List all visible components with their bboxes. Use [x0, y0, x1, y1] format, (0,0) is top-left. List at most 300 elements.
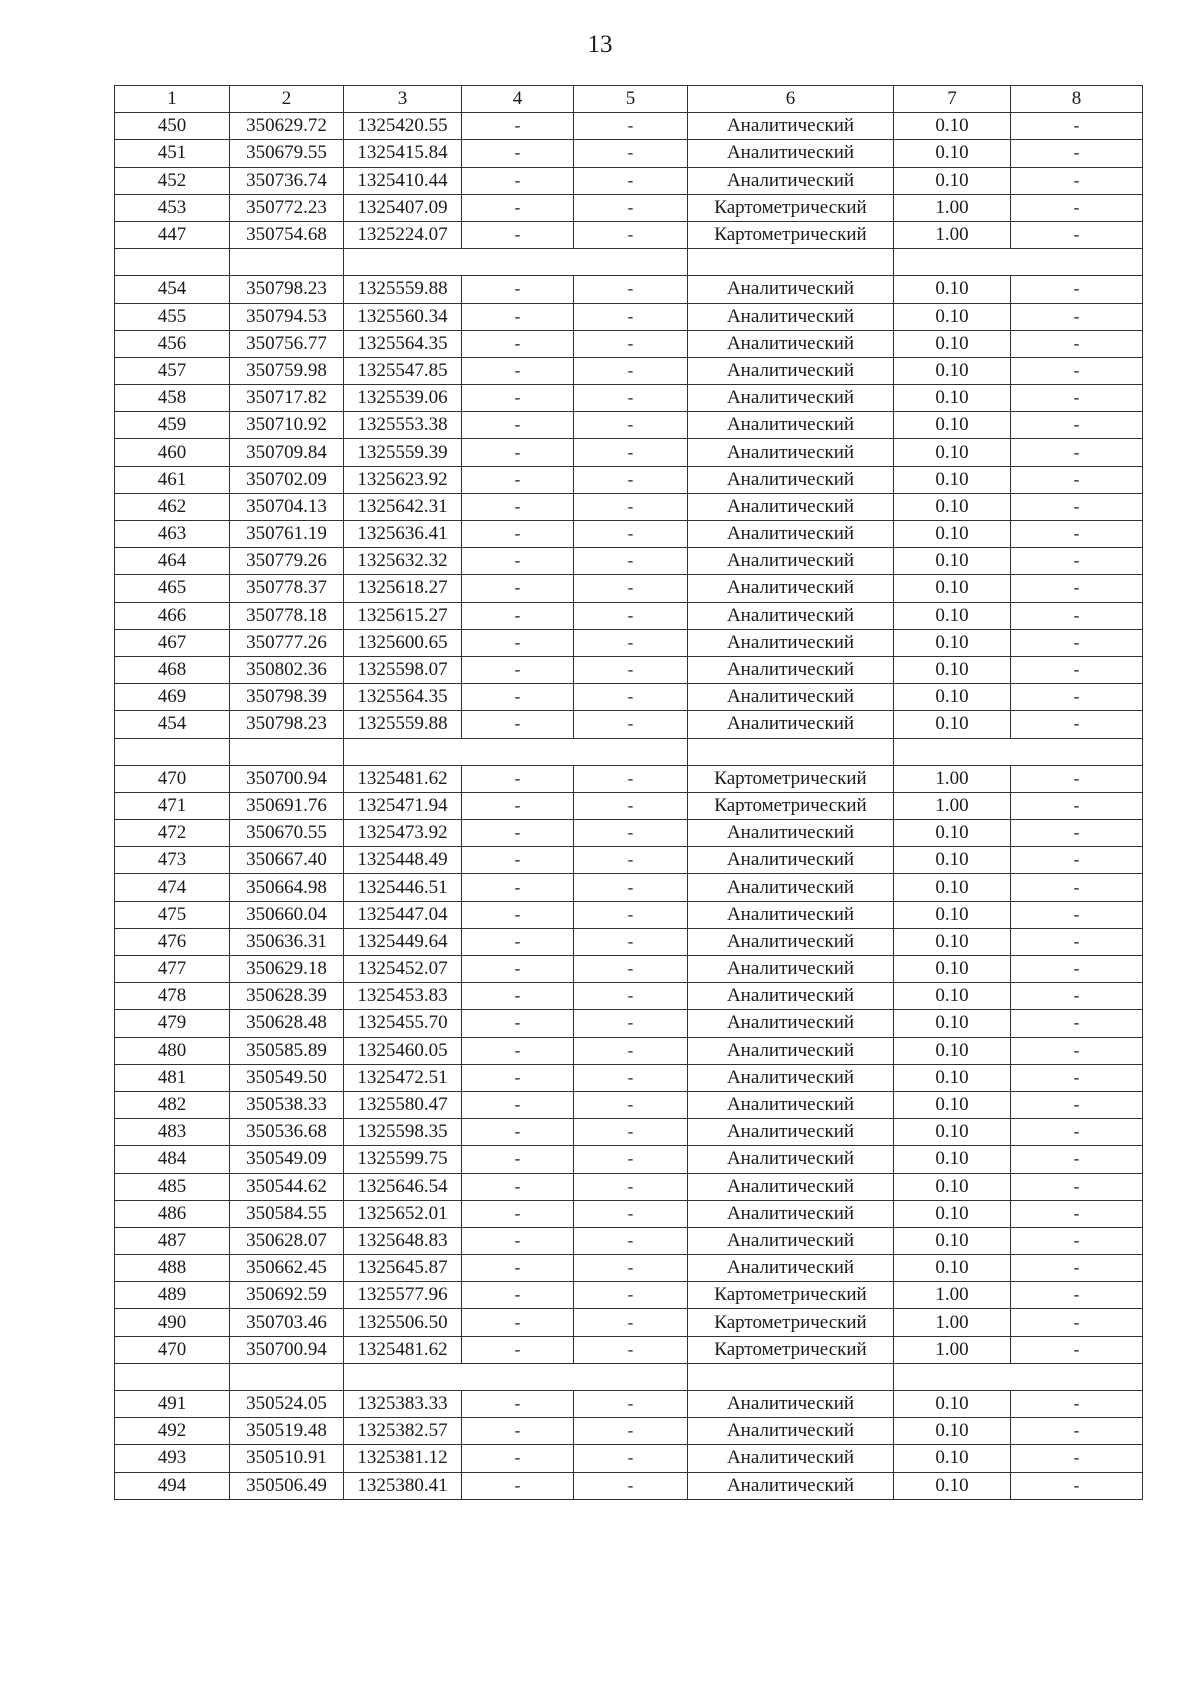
col-8-cell: - [1011, 656, 1143, 683]
col-8-cell: - [1011, 303, 1143, 330]
table-row [115, 303, 1143, 330]
method-cell: Аналитический [688, 1173, 894, 1200]
accuracy-cell: 0.10 [894, 602, 1011, 629]
table-row [115, 167, 1143, 194]
x-coordinate-cell: 350704.13 [230, 493, 344, 520]
col-5-cell: - [574, 1037, 688, 1064]
col-5-cell: - [574, 1146, 688, 1173]
accuracy-cell: 1.00 [894, 1309, 1011, 1336]
col-4-cell: - [462, 765, 574, 792]
col-5-cell: - [574, 1255, 688, 1282]
col-4-cell: - [462, 656, 574, 683]
point-number-cell: 479 [115, 1010, 230, 1037]
col-8-cell: - [1011, 847, 1143, 874]
col-8-cell: - [1011, 1472, 1143, 1499]
table-row [115, 466, 1143, 493]
col-4-cell: - [462, 1146, 574, 1173]
point-number-cell: 484 [115, 1146, 230, 1173]
table-row [115, 901, 1143, 928]
method-cell: Картометрический [688, 1336, 894, 1363]
col-5-cell: - [574, 330, 688, 357]
y-coordinate-cell: 1325448.49 [344, 847, 462, 874]
y-coordinate-cell: 1325618.27 [344, 575, 462, 602]
x-coordinate-cell: 350506.49 [230, 1472, 344, 1499]
y-coordinate-cell: 1325481.62 [344, 765, 462, 792]
header-cell-2: 2 [230, 86, 344, 113]
x-coordinate-cell: 350660.04 [230, 901, 344, 928]
table-row [115, 357, 1143, 384]
accuracy-cell: 0.10 [894, 1255, 1011, 1282]
col-4-cell: - [462, 956, 574, 983]
col-4-cell: - [462, 1173, 574, 1200]
x-coordinate-cell: 350798.23 [230, 276, 344, 303]
table-row [115, 330, 1143, 357]
method-cell: Аналитический [688, 656, 894, 683]
accuracy-cell: 1.00 [894, 194, 1011, 221]
empty-cell [230, 249, 344, 276]
col-5-cell: - [574, 1010, 688, 1037]
col-4-cell: - [462, 276, 574, 303]
x-coordinate-cell: 350777.26 [230, 629, 344, 656]
x-coordinate-cell: 350700.94 [230, 765, 344, 792]
table-row [115, 140, 1143, 167]
x-coordinate-cell: 350667.40 [230, 847, 344, 874]
col-8-cell: - [1011, 684, 1143, 711]
col-4-cell: - [462, 140, 574, 167]
point-number-cell: 478 [115, 983, 230, 1010]
col-8-cell: - [1011, 521, 1143, 548]
col-8-cell: - [1011, 167, 1143, 194]
method-cell: Аналитический [688, 1037, 894, 1064]
x-coordinate-cell: 350691.76 [230, 792, 344, 819]
method-cell: Аналитический [688, 439, 894, 466]
accuracy-cell: 0.10 [894, 1119, 1011, 1146]
accuracy-cell: 0.10 [894, 1173, 1011, 1200]
col-4-cell: - [462, 1227, 574, 1254]
x-coordinate-cell: 350536.68 [230, 1119, 344, 1146]
separator-row [115, 738, 1143, 765]
col-8-cell: - [1011, 493, 1143, 520]
col-8-cell: - [1011, 711, 1143, 738]
col-5-cell: - [574, 983, 688, 1010]
col-4-cell: - [462, 684, 574, 711]
method-cell: Аналитический [688, 956, 894, 983]
accuracy-cell: 0.10 [894, 820, 1011, 847]
x-coordinate-cell: 350703.46 [230, 1309, 344, 1336]
col-4-cell: - [462, 1336, 574, 1363]
point-number-cell: 459 [115, 412, 230, 439]
header-row [115, 86, 1143, 113]
col-4-cell: - [462, 820, 574, 847]
point-number-cell: 491 [115, 1391, 230, 1418]
col-4-cell: - [462, 385, 574, 412]
table-row [115, 1200, 1143, 1227]
point-number-cell: 477 [115, 956, 230, 983]
accuracy-cell: 0.10 [894, 140, 1011, 167]
y-coordinate-cell: 1325636.41 [344, 521, 462, 548]
x-coordinate-cell: 350778.18 [230, 602, 344, 629]
accuracy-cell: 1.00 [894, 1336, 1011, 1363]
y-coordinate-cell: 1325380.41 [344, 1472, 462, 1499]
x-coordinate-cell: 350549.09 [230, 1146, 344, 1173]
y-coordinate-cell: 1325420.55 [344, 113, 462, 140]
empty-cell [115, 738, 230, 765]
method-cell: Аналитический [688, 167, 894, 194]
y-coordinate-cell: 1325381.12 [344, 1445, 462, 1472]
y-coordinate-cell: 1325452.07 [344, 956, 462, 983]
col-5-cell: - [574, 521, 688, 548]
col-5-cell: - [574, 276, 688, 303]
y-coordinate-cell: 1325599.75 [344, 1146, 462, 1173]
accuracy-cell: 0.10 [894, 983, 1011, 1010]
method-cell: Аналитический [688, 684, 894, 711]
col-4-cell: - [462, 602, 574, 629]
method-cell: Аналитический [688, 983, 894, 1010]
col-4-cell: - [462, 901, 574, 928]
col-5-cell: - [574, 303, 688, 330]
method-cell: Аналитический [688, 113, 894, 140]
method-cell: Аналитический [688, 928, 894, 955]
col-5-cell: - [574, 1472, 688, 1499]
table-row [115, 1146, 1143, 1173]
col-8-cell: - [1011, 983, 1143, 1010]
method-cell: Аналитический [688, 303, 894, 330]
accuracy-cell: 0.10 [894, 1200, 1011, 1227]
method-cell: Аналитический [688, 1391, 894, 1418]
col-5-cell: - [574, 874, 688, 901]
col-5-cell: - [574, 1200, 688, 1227]
page-number: 13 [587, 31, 613, 58]
y-coordinate-cell: 1325598.35 [344, 1119, 462, 1146]
col-4-cell: - [462, 412, 574, 439]
col-5-cell: - [574, 1391, 688, 1418]
accuracy-cell: 0.10 [894, 956, 1011, 983]
col-4-cell: - [462, 575, 574, 602]
col-4-cell: - [462, 1418, 574, 1445]
table-row [115, 847, 1143, 874]
x-coordinate-cell: 350717.82 [230, 385, 344, 412]
col-4-cell: - [462, 1091, 574, 1118]
separator-row [115, 249, 1143, 276]
col-8-cell: - [1011, 602, 1143, 629]
accuracy-cell: 1.00 [894, 221, 1011, 248]
col-5-cell: - [574, 928, 688, 955]
point-number-cell: 471 [115, 792, 230, 819]
col-8-cell: - [1011, 330, 1143, 357]
method-cell: Аналитический [688, 276, 894, 303]
col-5-cell: - [574, 221, 688, 248]
col-8-cell: - [1011, 1119, 1143, 1146]
table-row [115, 956, 1143, 983]
point-number-cell: 489 [115, 1282, 230, 1309]
x-coordinate-cell: 350794.53 [230, 303, 344, 330]
point-number-cell: 450 [115, 113, 230, 140]
table-row [115, 493, 1143, 520]
y-coordinate-cell: 1325453.83 [344, 983, 462, 1010]
y-coordinate-cell: 1325410.44 [344, 167, 462, 194]
col-5-cell: - [574, 765, 688, 792]
method-cell: Аналитический [688, 1472, 894, 1499]
point-number-cell: 462 [115, 493, 230, 520]
accuracy-cell: 0.10 [894, 493, 1011, 520]
point-number-cell: 452 [115, 167, 230, 194]
col-5-cell: - [574, 439, 688, 466]
accuracy-cell: 0.10 [894, 1391, 1011, 1418]
col-8-cell: - [1011, 1200, 1143, 1227]
header-cell-8: 8 [1011, 86, 1143, 113]
table-row [115, 1119, 1143, 1146]
x-coordinate-cell: 350628.07 [230, 1227, 344, 1254]
col-8-cell: - [1011, 548, 1143, 575]
col-4-cell: - [462, 330, 574, 357]
method-cell: Аналитический [688, 874, 894, 901]
table-row [115, 221, 1143, 248]
point-number-cell: 456 [115, 330, 230, 357]
x-coordinate-cell: 350510.91 [230, 1445, 344, 1472]
col-8-cell: - [1011, 1091, 1143, 1118]
accuracy-cell: 0.10 [894, 1037, 1011, 1064]
accuracy-cell: 0.10 [894, 1445, 1011, 1472]
col-4-cell: - [462, 1200, 574, 1227]
accuracy-cell: 0.10 [894, 847, 1011, 874]
col-8-cell: - [1011, 1391, 1143, 1418]
table-row [115, 439, 1143, 466]
y-coordinate-cell: 1325449.64 [344, 928, 462, 955]
accuracy-cell: 0.10 [894, 684, 1011, 711]
col-5-cell: - [574, 1064, 688, 1091]
point-number-cell: 482 [115, 1091, 230, 1118]
col-8-cell: - [1011, 901, 1143, 928]
accuracy-cell: 0.10 [894, 575, 1011, 602]
empty-cell [894, 249, 1143, 276]
y-coordinate-cell: 1325615.27 [344, 602, 462, 629]
col-8-cell: - [1011, 820, 1143, 847]
col-5-cell: - [574, 493, 688, 520]
col-8-cell: - [1011, 1445, 1143, 1472]
y-coordinate-cell: 1325455.70 [344, 1010, 462, 1037]
point-number-cell: 486 [115, 1200, 230, 1227]
point-number-cell: 465 [115, 575, 230, 602]
accuracy-cell: 0.10 [894, 1091, 1011, 1118]
method-cell: Аналитический [688, 575, 894, 602]
col-5-cell: - [574, 412, 688, 439]
col-8-cell: - [1011, 956, 1143, 983]
method-cell: Картометрический [688, 1309, 894, 1336]
col-5-cell: - [574, 548, 688, 575]
x-coordinate-cell: 350798.23 [230, 711, 344, 738]
accuracy-cell: 0.10 [894, 1472, 1011, 1499]
y-coordinate-cell: 1325446.51 [344, 874, 462, 901]
table-row [115, 1282, 1143, 1309]
point-number-cell: 454 [115, 711, 230, 738]
method-cell: Картометрический [688, 221, 894, 248]
y-coordinate-cell: 1325600.65 [344, 629, 462, 656]
empty-cell [115, 249, 230, 276]
col-8-cell: - [1011, 1010, 1143, 1037]
method-cell: Аналитический [688, 629, 894, 656]
method-cell: Аналитический [688, 1091, 894, 1118]
y-coordinate-cell: 1325648.83 [344, 1227, 462, 1254]
x-coordinate-cell: 350585.89 [230, 1037, 344, 1064]
x-coordinate-cell: 350628.39 [230, 983, 344, 1010]
col-5-cell: - [574, 1309, 688, 1336]
accuracy-cell: 0.10 [894, 928, 1011, 955]
col-8-cell: - [1011, 1282, 1143, 1309]
col-4-cell: - [462, 847, 574, 874]
accuracy-cell: 0.10 [894, 1146, 1011, 1173]
col-8-cell: - [1011, 466, 1143, 493]
header-cell-6: 6 [688, 86, 894, 113]
x-coordinate-cell: 350709.84 [230, 439, 344, 466]
x-coordinate-cell: 350736.74 [230, 167, 344, 194]
method-cell: Аналитический [688, 412, 894, 439]
col-8-cell: - [1011, 1227, 1143, 1254]
col-4-cell: - [462, 167, 574, 194]
col-8-cell: - [1011, 792, 1143, 819]
col-4-cell: - [462, 1037, 574, 1064]
method-cell: Аналитический [688, 466, 894, 493]
col-4-cell: - [462, 711, 574, 738]
accuracy-cell: 0.10 [894, 466, 1011, 493]
col-5-cell: - [574, 113, 688, 140]
header-cell-3: 3 [344, 86, 462, 113]
accuracy-cell: 0.10 [894, 1418, 1011, 1445]
x-coordinate-cell: 350544.62 [230, 1173, 344, 1200]
y-coordinate-cell: 1325646.54 [344, 1173, 462, 1200]
col-5-cell: - [574, 1445, 688, 1472]
col-5-cell: - [574, 1282, 688, 1309]
x-coordinate-cell: 350538.33 [230, 1091, 344, 1118]
x-coordinate-cell: 350670.55 [230, 820, 344, 847]
x-coordinate-cell: 350754.68 [230, 221, 344, 248]
point-number-cell: 455 [115, 303, 230, 330]
accuracy-cell: 0.10 [894, 629, 1011, 656]
table-row [115, 656, 1143, 683]
col-4-cell: - [462, 1119, 574, 1146]
col-4-cell: - [462, 493, 574, 520]
col-8-cell: - [1011, 1418, 1143, 1445]
accuracy-cell: 0.10 [894, 711, 1011, 738]
table-row [115, 1418, 1143, 1445]
method-cell: Картометрический [688, 765, 894, 792]
y-coordinate-cell: 1325471.94 [344, 792, 462, 819]
col-4-cell: - [462, 983, 574, 1010]
y-coordinate-cell: 1325645.87 [344, 1255, 462, 1282]
method-cell: Картометрический [688, 194, 894, 221]
x-coordinate-cell: 350779.26 [230, 548, 344, 575]
y-coordinate-cell: 1325382.57 [344, 1418, 462, 1445]
y-coordinate-cell: 1325473.92 [344, 820, 462, 847]
y-coordinate-cell: 1325383.33 [344, 1391, 462, 1418]
point-number-cell: 483 [115, 1119, 230, 1146]
table-row [115, 521, 1143, 548]
x-coordinate-cell: 350629.72 [230, 113, 344, 140]
x-coordinate-cell: 350662.45 [230, 1255, 344, 1282]
y-coordinate-cell: 1325547.85 [344, 357, 462, 384]
y-coordinate-cell: 1325460.05 [344, 1037, 462, 1064]
col-8-cell: - [1011, 629, 1143, 656]
accuracy-cell: 0.10 [894, 330, 1011, 357]
method-cell: Аналитический [688, 140, 894, 167]
method-cell: Аналитический [688, 602, 894, 629]
col-5-cell: - [574, 357, 688, 384]
col-4-cell: - [462, 439, 574, 466]
col-4-cell: - [462, 1391, 574, 1418]
col-5-cell: - [574, 575, 688, 602]
empty-cell [894, 738, 1143, 765]
col-4-cell: - [462, 113, 574, 140]
point-number-cell: 472 [115, 820, 230, 847]
y-coordinate-cell: 1325553.38 [344, 412, 462, 439]
coordinates-table [114, 85, 1143, 1500]
y-coordinate-cell: 1325415.84 [344, 140, 462, 167]
x-coordinate-cell: 350636.31 [230, 928, 344, 955]
table-row [115, 1472, 1143, 1499]
accuracy-cell: 0.10 [894, 1227, 1011, 1254]
col-8-cell: - [1011, 1336, 1143, 1363]
table-row [115, 1336, 1143, 1363]
point-number-cell: 464 [115, 548, 230, 575]
col-8-cell: - [1011, 1309, 1143, 1336]
point-number-cell: 474 [115, 874, 230, 901]
y-coordinate-cell: 1325539.06 [344, 385, 462, 412]
table-row [115, 412, 1143, 439]
accuracy-cell: 0.10 [894, 357, 1011, 384]
col-4-cell: - [462, 303, 574, 330]
table-row [115, 792, 1143, 819]
y-coordinate-cell: 1325481.62 [344, 1336, 462, 1363]
point-number-cell: 476 [115, 928, 230, 955]
method-cell: Аналитический [688, 521, 894, 548]
table-row [115, 1391, 1143, 1418]
table-row [115, 575, 1143, 602]
col-8-cell: - [1011, 1037, 1143, 1064]
col-5-cell: - [574, 466, 688, 493]
method-cell: Аналитический [688, 1418, 894, 1445]
y-coordinate-cell: 1325407.09 [344, 194, 462, 221]
col-4-cell: - [462, 874, 574, 901]
y-coordinate-cell: 1325623.92 [344, 466, 462, 493]
col-4-cell: - [462, 521, 574, 548]
method-cell: Аналитический [688, 1227, 894, 1254]
col-8-cell: - [1011, 412, 1143, 439]
col-4-cell: - [462, 221, 574, 248]
method-cell: Аналитический [688, 493, 894, 520]
x-coordinate-cell: 350692.59 [230, 1282, 344, 1309]
method-cell: Аналитический [688, 357, 894, 384]
empty-cell [688, 738, 894, 765]
x-coordinate-cell: 350798.39 [230, 684, 344, 711]
header-cell-7: 7 [894, 86, 1011, 113]
empty-cell [344, 738, 688, 765]
col-5-cell: - [574, 1336, 688, 1363]
accuracy-cell: 0.10 [894, 385, 1011, 412]
x-coordinate-cell: 350702.09 [230, 466, 344, 493]
x-coordinate-cell: 350761.19 [230, 521, 344, 548]
col-4-cell: - [462, 194, 574, 221]
point-number-cell: 488 [115, 1255, 230, 1282]
point-number-cell: 468 [115, 656, 230, 683]
accuracy-cell: 0.10 [894, 548, 1011, 575]
x-coordinate-cell: 350700.94 [230, 1336, 344, 1363]
accuracy-cell: 0.10 [894, 303, 1011, 330]
header-cell-5: 5 [574, 86, 688, 113]
method-cell: Аналитический [688, 1010, 894, 1037]
x-coordinate-cell: 350664.98 [230, 874, 344, 901]
col-4-cell: - [462, 928, 574, 955]
point-number-cell: 453 [115, 194, 230, 221]
col-5-cell: - [574, 711, 688, 738]
